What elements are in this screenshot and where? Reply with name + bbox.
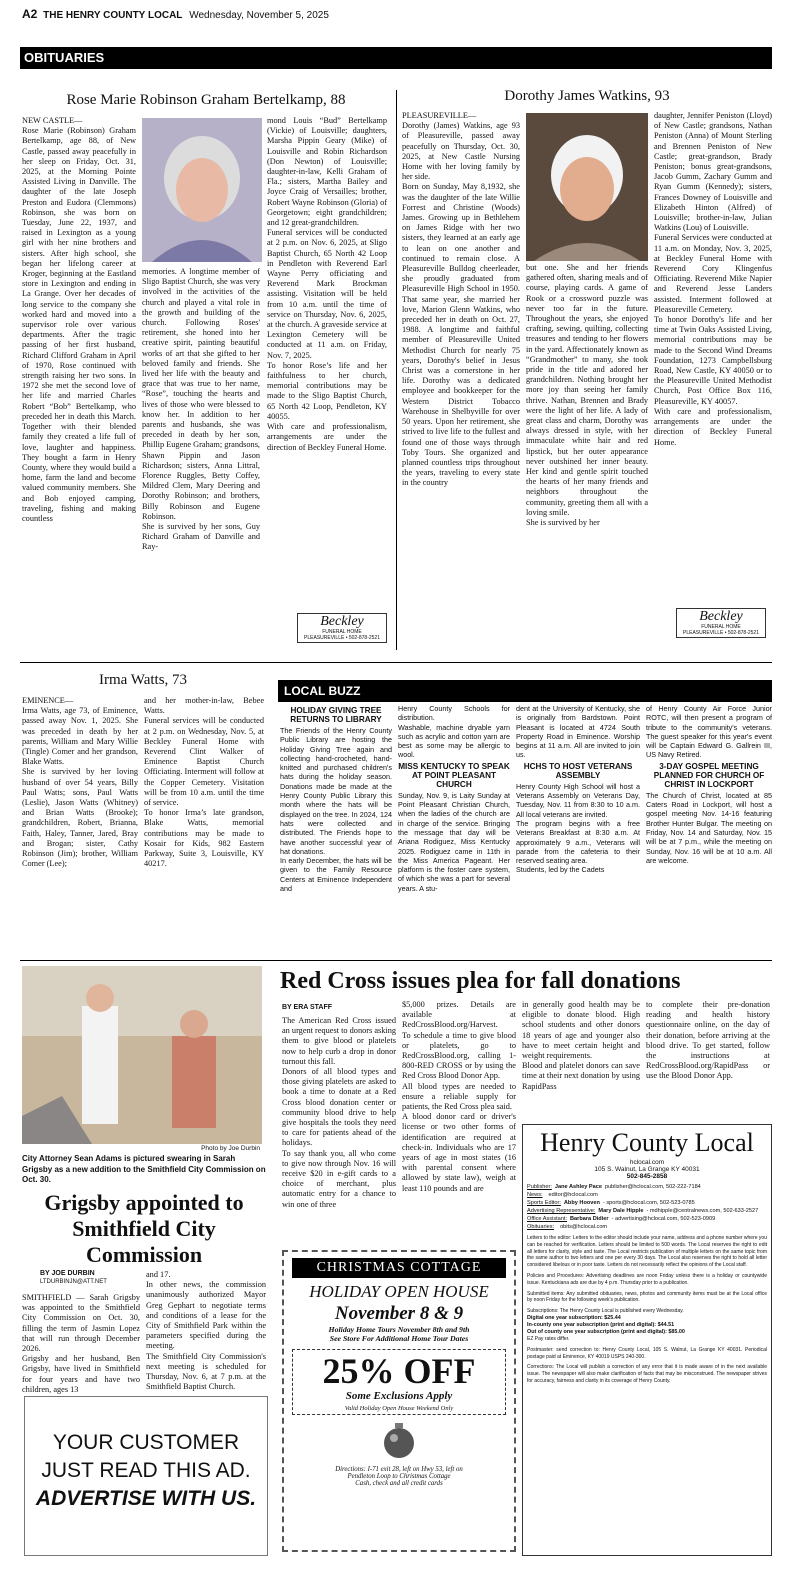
local-buzz-bar (278, 680, 772, 702)
masthead-site: hclocal.com (629, 1159, 665, 1166)
buzz-headline: HCHS TO HOST VETERANS ASSEMBLY (523, 761, 633, 780)
photo-caption: City Attorney Sean Adams is pictured swearing in Sarah Grigsby as a new addition to the Smithfield City Commission on Oct. 30. (22, 1154, 266, 1184)
masthead-name: Henry County Local (540, 1128, 754, 1157)
staff-list (527, 1183, 767, 1231)
sub-out-county: Out of county one year subscription (print and digital): $85.00 (527, 1328, 685, 1335)
christmas-cottage-ad[interactable] (282, 1250, 516, 1552)
buzz-col-2 (398, 704, 510, 954)
photo-image (22, 966, 262, 1144)
sub-ez-pay: EZ Pay rates differ. (527, 1335, 570, 1342)
buzz-col-4 (646, 704, 772, 954)
obit-3-col-1: EMINENCE— Irma Watts, age 73, of Eminence, passed away Nov. 1, 2025. She was preceded in death by her parents, William and Mary Willie (Tingle) Comer and her grandson, Blake Watts. She is survived by her loving husband of over 54 years, Billy Paul Watts; sons, Paul Watts (Leslie), Jason Watts (Whitney) and Brian Watts (Brooke); grandchildren, Robert, Brianna, Faith, Haley, Tanner, Jared, Bray and Brogan; sister, Cathy Robinson (Jim); brother, William Comer (Lee); (22, 696, 138, 869)
grigsby-col-1: SMITHFIELD — Sarah Grigsby was appointed to the Smithfield City Commission on Oct. 30, filling the term of Jasmin Lopez that will run through December 2026. Grigsby and her husband, Ben Grigsby, have lived in Smithfield for four years and have two children, ages 13 (22, 1293, 140, 1394)
buzz-text: dent at the University of Kentucky, she is originally from Bardstown. Point Pleasant is located at 4724 South Property Road in Eminence. Worship begins at 11 a.m. All are invited to join us. (516, 704, 640, 760)
buzz-text: Henry County Schools for distribution. Washable, machine dryable yarn such as acrylic and cotton yarn are best as some may be allergic to wool. (398, 704, 510, 760)
staff-info[interactable]: publisher@hclocal.com, 502-222-7184 (604, 1184, 701, 1190)
obit-2-col-2: but one. She and her friends gathered often, sharing meals and of course, playing cards. A game of Rook or a crossword puzzle was never too far in the future. Throughout the years, she enjoyed crafting, sewing, quilting, collecting treasures and tending to her flowers in the yard. Affectionately known as “Grandmother” to many, she took pride in the title and adored her grandchildren. Nothing brought her more joy than seeing her family thrive. Nathan, Brennen and Brady were the light of her life. A lady of great class and charm, Dorothy was always dressed in style, with her immaculate white hair and red lipstick, but her outer appearance never outshined her inner beauty. Her kind and gentle spirit touched the hearts of her many friends and neighbors throughout the community, greeting them all with a loving smile. She is survived by her (526, 263, 648, 528)
buzz-text: of Henry County Air Force Junior ROTC, will then present a program of tribute to the community's veterans. The guest speaker for this year's event will be Captain Edward G. Gallrein III, US Navy Retired. (646, 704, 772, 760)
beckley-script: Beckley (320, 614, 364, 629)
page-header (22, 6, 772, 22)
buzz-headline: HOLIDAY GIVING TREE RETURNS TO LIBRARY (290, 706, 382, 724)
obit-1-col-3: mond Louis “Bud” Bertelkamp (Vickie) of Louisville; daughters, Marsha Pippin Geary (Mike) of Louisville and Robin Richardson (Don Newton) of Louisville; daughter-in-law, Kelli Graham of Fla.; sisters, Martha Bailey and Joyce Craig of Versailles; brother, Robert Wayne Robinson (Gloria) of Georgetown; eight grandchildren; and 12 great-grandchildren. Funeral services will be conducted at 2 p.m. on Nov. 6, 2025, at Sligo Baptist Church, 65 North 42 Loop in Pendleton with Reverend Earl Wayne Perry officiating and Reverend Mark Brockman assisting. Visitation will be held from 10 a.m. until the time of service on Thursday, Nov. 6, 2025, at the church. A graveside service at Lexington Cemetery will be conducted at 11 a.m. on Friday, Nov. 7, 2025. To honor Rose’s life and her faithfulness to her church, memorial contributions may be made to the Sligo Baptist Church, 65 North 42 Loop, Pendleton, KY 40055. With care and professionalism, arrangements are under the direction of Beckley Funeral Home. (267, 116, 387, 452)
staff-role: Publisher: (527, 1184, 552, 1190)
xmas-sale: 25% OFF (322, 1351, 476, 1391)
staff-info[interactable]: - advertising@hclocal.com, 502-523-0909 (611, 1216, 716, 1222)
buzz-text: Sunday, Nov. 9, is Laity Sunday at Point Pleasant Christian Church, when the ladies of the church are in charge of the service. Bringing the message that day will be Ariana Rodiguez, Miss Kentucky 2025. Rodiguez came in 11th in the Miss America Pageant. Her platform is the foster care system, of which she was a part for several years. A stu- (398, 790, 510, 893)
masthead-address: 105 S. Walnut, La Grange KY 40031 (594, 1166, 700, 1173)
paper-name: THE HENRY COUNTY LOCAL (43, 10, 183, 21)
beckley-line-1: FUNERAL HOME (701, 624, 741, 630)
xmas-banner: CHRISTMAS COTTAGE (292, 1258, 506, 1278)
masthead-subscriptions: Subscriptions: The Henry County Local is published every Wednesday. (527, 1308, 684, 1315)
buzz-col-3 (516, 704, 640, 954)
section-title: OBITUARIES (24, 50, 105, 65)
staff-row (527, 1223, 767, 1231)
sub-in-county: In-county one year subscription (print and digital): $44.51 (527, 1321, 675, 1328)
staff-role: Office Assistant: (527, 1216, 568, 1222)
buzz-headline: MISS KENTUCKY TO SPEAK AT POINT PLEASANT CHURCH (398, 761, 510, 789)
swearing-in-photo (22, 966, 262, 1144)
masthead-letters: Letters to the editor: Letters to the editor should include your name, address and a phone number where you can be reached for verification. Letters should be limited to 500 words. The Local reserves the right to edit all letters for clarity, style and taste. The Local restricts publication of multiple letters on the same topic from the same author to two letters and one per every 30 days. The Local also reserves the right to hold all letter considered libelous or in poor taste. Letters do not necessarily reflect the opinions of the Local staff. (527, 1235, 767, 1269)
obit-2-photo (526, 113, 648, 261)
buzz-headline: 3-DAY GOSPEL MEETING PLANNED FOR CHURCH OF CHRIST IN LOCKPORT (653, 761, 765, 789)
redcross-headline: Red Cross issues plea for fall donations (280, 968, 681, 994)
obit-2-title: Dorothy James Watkins, 93 (504, 88, 670, 104)
section-bar (20, 47, 772, 69)
obit-1-title: Rose Marie Robinson Graham Bertelkamp, 88 (66, 92, 346, 108)
staff-role: Advertising Representative: (527, 1208, 596, 1214)
staff-info[interactable]: - sports@hclocal.com, 502-523-0785 (602, 1200, 695, 1206)
portrait-image (526, 113, 648, 261)
beckley-line-1: FUNERAL HOME (322, 629, 362, 635)
buzz-col-1 (280, 704, 392, 954)
obit-1-photo (142, 118, 262, 262)
advertise-ad[interactable] (24, 1396, 268, 1556)
masthead-corrections: Corrections: The Local will publish a correction of any error that it is made aware of in the next available issue. The newspaper will also make clarification of facts that may be misconstrued. The newspaper strives for accuracy, fairness and clarity in its coverage of Henry County. (527, 1364, 767, 1384)
redcross-byline: BY ERA STAFF (282, 1004, 333, 1011)
coupon (292, 1349, 506, 1415)
redcross-col-4: to complete their pre-donation reading and health history questionnaire online, on the day of their donation, before arriving at the blood drive. To get started, follow the instructions at RedCrossBlood.org/RapidPass or use the Blood Donor App. (646, 1000, 770, 1081)
grigsby-headline: Grigsby appointed to Smithfield City Commission (44, 1190, 244, 1267)
staff-info[interactable]: obits@hclocal.com (560, 1224, 608, 1230)
ad-line-1: YOUR CUSTOMER (52, 1431, 240, 1454)
staff-row (527, 1191, 767, 1199)
divider (20, 960, 772, 961)
masthead-policies: Policies and Procedures: Advertising deadlines are noon Friday unless there is a holiday or countywide issue. Kentuckiana ads are due by 4 p.m. Thursday prior to a publication. (527, 1272, 767, 1286)
obit-1-col-2: memories. A longtime member of Sligo Baptist Church, she was very involved in the activities of the church and played a vital role in the growth and building of the church. Following Roses' retirement, she honed into her creative spirit, painting beautiful works of art that she gifted to her beloved family and friends. She lived her life with the beauty and grace that was true to her name, “Rose”, touching the hearts and lives of those who were blessed to know her. In addition to her parents and husbands, she was preceded in death by her son, Phillip Eugene Graham; grandsons, Shawn Pippin and Jason Richardson; sisters, Anna Littral, Florence Ruggles, Betty Coffey, Mildred Clem, Mary Deering and Dorothy Robinson; and brothers, Billy Robinson and Eugene Robinson. She is survived by her sons, Guy Richard Graham of Danville and Ray- (142, 267, 260, 552)
obit-2-col-1: PLEASUREVILLE— Dorothy (James) Watkins, age 93 of Pleasureville, passed away peacefully on Thursday, Oct. 30, 2025, at New Castle Nursing Home with her loving family by her side. Born on Sunday, May 8,1932, she was the daughter of the late Willie Forrest and Christine (Woods) James. Growing up in Bethlehem on James Ridge with her two sisters, they learned at an early age to lean on one another and continued to remain close. A Pleasureville Bulldog cheerleader, she proudly graduated from Pleasureville High School in 1950. That same year, she married her love, Marion Glenn Watkins, who preceded her in death on Oct. 27, 1988. A longtime and faithful member of Pleasureville United Methodist Church for nearly 75 years, Dorothy's belief in Jesus Christ was a cornerstone in her life. Dorothy was a dedicated employee and bookkeeper for the Western District Tobacco Warehouse in Shelbyville for over 50 years. Upon her retirement, she strived to live life to the fullest and found one of those ways through Toby Tours. She organized and planned countless trips throughout the years, traveling to every state in the country (402, 111, 520, 488)
masthead-submitted: Submitted items: Any submitted obituaries, news, photos and community items must be at the Local office by noon Friday for the following week's publication. (527, 1290, 767, 1304)
staff-name: Abby Hooven (563, 1200, 600, 1206)
grigsby-email: LTDURBINJN@ATT.NET (40, 1279, 107, 1285)
issue-date: Wednesday, November 5, 2025 (189, 10, 329, 21)
staff-role: Sports Editor: (527, 1200, 561, 1206)
portrait-image (142, 118, 262, 262)
xmas-directions-3: Cash, check and all credit cards (355, 1480, 443, 1487)
masthead-phone: 502-845-2858 (626, 1173, 668, 1180)
obit-1-col-1: NEW CASTLE— Rose Marie (Robinson) Graham Bertelkamp, age 88, of New Castle, passed away peacefully in her sleep on Friday, Oct. 31, 2025, at the Morning Pointe Assisted Living in Danville. The daughter of the late Joseph Preston and Eudora (Clemmons) Robinson, she was born on Tuesday, June 22, 1937, and raised in Lexington as a young girl with her nine brothers and sisters. After high school, she began her lifelong career at Kroger, beginning at the Eastland store in Lexington and ending in La Grange. Over her decades of long service to the company she worked hard and moved into a supervisor role over various departments. After the tragic passing of her first husband, Richard Clifford Graham in April of 1970, Rose continued with strength raising her two sons. In 1972 she met the second love of her life and married Charles Robert “Bob” Bertelkamp, who preceded her in death this March. Together with their blended family they created a life full of love, laughter and happiness. They bought a farm in Henry County, where they would build a home, farm the land and become valued community members. She and Bob enjoyed camping, traveling, fishing and making countless (22, 116, 136, 523)
redcross-col-2: $5,000 prizes. Details are available at RedCrossBlood.org/Harvest. To schedule a time to give blood or platelets, go to RedCrossBlood.org, calling 1-800-RED CROSS or by using the Red Cross Blood Donor App. All blood types are needed to ensure a reliable supply for patients, the Red Cross plea said. A blood donor card or driver's license or two other forms of identification are required at check-in. Individuals who are 17 years of age in most states (16 with parental consent where allowed by state law), weigh at least 110 pounds and are (402, 1000, 516, 1193)
obit-3-col-2: and her mother-in-law, Bebee Watts. Funeral services will be conducted at 2 p.m. on Wednesday, Nov. 5, at Beckley Funeral Home with Reverend Clint Walker of Eminence Baptist Church Officiating. Interment will follow at the Copper Cemetery. Visitation will be from 10 a.m. until the time of service. To honor Irma’s late grandson, Blake Watts, memorial contributions may be made to Kosair for Kids, 982 Eastern Parkway, Suite 3, Louisville, KY 40217. (144, 696, 264, 869)
grigsby-col-2: and 17. In other news, the commission unanimously authorized Mayor Greg Gephart to negotiate terms and conditions of a lease for the City of Smithfield Park within the parameters specified during the meeting. The Smithfield City Commission's next meeting is scheduled for Thursday, Nov. 6, at 7 p.m. at the Smithfield Baptist Church. (146, 1270, 266, 1392)
xmas-directions-2: Pendleton Loop to Christmas Cottage (347, 1473, 451, 1480)
photo-credit: Photo by Joe Durbin (201, 1145, 260, 1152)
staff-row (527, 1215, 767, 1223)
staff-row (527, 1207, 767, 1215)
staff-name: Barbara Didier (570, 1216, 609, 1222)
beckley-logo-2 (676, 608, 766, 638)
buzz-text: The Church of Christ, located at 85 Caters Road in Lockport, will host a gospel meeting Nov. 14-16 featuring Brother Hunter Bulgar. The meeting on Friday, Nov. 14 and Saturday, Nov. 15 will be at 7 p.m., while the meeting on Sunday, Nov. 16 will be at 10 a.m. All are welcome. (646, 790, 772, 865)
staff-info[interactable]: editor@hclocal.com (548, 1192, 598, 1198)
ad-line-3: ADVERTISE WITH US. (35, 1487, 257, 1510)
obit-3-title: Irma Watts, 73 (98, 672, 188, 688)
xmas-directions-1: Directions: I-71 exit 28, left on Hwy 53, left on (335, 1466, 463, 1473)
buzz-text: Henry County High School will host a Veterans Assembly on Veterans Day, Tuesday, Nov. 11 from 8:30 to 10 a.m. All local veterans are invited. The program begins with a free Veterans Breakfast at 8:30 a.m. At approximately 9 a.m., Veterans will parade from the cafeteria to their reserved seating area. Students, led by the Cadets (516, 781, 640, 875)
grigsby-byline: BY JOE DURBIN (40, 1270, 95, 1277)
staff-role: News: (527, 1192, 543, 1198)
beckley-line-2: PLEASUREVILLE • 502-878-2521 (683, 630, 759, 636)
xmas-exclusions: Some Exclusions Apply (345, 1390, 453, 1402)
xmas-tours-1: Holiday Home Tours November 8th and 9th (328, 1325, 470, 1334)
staff-info[interactable]: - mdhipple@centralnews.com, 502-633-2527 (646, 1208, 759, 1214)
masthead-box (522, 1124, 772, 1556)
beckley-line-2: PLEASUREVILLE • 502-878-2521 (304, 635, 380, 641)
beckley-logo (297, 613, 387, 643)
staff-row (527, 1183, 767, 1191)
staff-name: Mary Dale Hipple (598, 1208, 644, 1214)
xmas-tours-2: See Store For Additional Home Tour Dates (329, 1334, 469, 1343)
masthead-postmaster: Postmaster: send correction to: Henry County Local, 105 S. Walnut, La Grange KY 40031. Periodical postage paid at Eminence, KY 40019 USPS 240-300. (527, 1346, 767, 1360)
xmas-dates: November 8 & 9 (334, 1303, 464, 1324)
staff-name: Jane Ashley Pace (554, 1184, 602, 1190)
obit-2-col-3: daughter, Jennifer Peniston (Lloyd) of New Castle; grandsons, Nathan Peniston (Anna) of Mount Sterling and Brennen Peniston of New Castle; great-grandson, Brady Peniston; bonus great-grandsons, Jacob Gumm, Zachary Gumm and Ryan Gumm (Kennedy); sisters, Frances Downey of Louisville and Elizabeth Hinton (Alfred) of Louisville; brother-in-law, Julian Watkins (Lou) of Louisville. Funeral Services were conducted at 11 a.m. on Monday, Nov. 3, 2025, at Beckley Funeral Home with Reverend Cory Klingenfus Officiating. Reverend Mike Napier and Reverend Jesse Landers assisted. Interment followed at Pleasureville Cemetery. To honor Dorothy's life and her time at Twin Oaks Assisted Living, memorial contributions may be made to the Second Wind Dreams Foundation, 1273 Campbellsburg Road, New Castle, KY 40050 or to the Pleasureville United Methodist Church, Post Office Box 116, Pleasureville, KY 40057. With care and professionalism, arrangements are under the direction of Beckley Funeral Home. (654, 111, 772, 447)
buzz-text: The Friends of the Henry County Public Library are hosting the Holiday Giving Tree again and collecting hand-crocheted, hand-knitted and purchased children's hats during the holiday season. Donations made be made at the Henry County Public Library this month where the hats will be displayed on the tree. In 2024, 124 hats were collected and distributed. The Friends hope to have another successful year of hat donations. In early December, the hats will be given to the Family Resource Centers at Eminence Independent and (280, 726, 392, 894)
ornament-icon (379, 1421, 419, 1461)
staff-row (527, 1199, 767, 1207)
divider (396, 90, 397, 650)
local-buzz-label: LOCAL BUZZ (284, 684, 361, 698)
xmas-valid: Valid Holiday Open House Weekend Only (344, 1405, 454, 1412)
page-number: A2 (22, 7, 38, 21)
staff-role: Obituaries: (527, 1224, 555, 1230)
redcross-col-1: The American Red Cross issued an urgent request to donors asking them to give blood or platelets now to help curb a drop in donor turnout this fall. Donors of all blood types and those giving platelets are asked to book a time to donate at a Red Cross blood donation center or community blood drive to help give hospitals the tools they need to care for patients ahead of the holidays. To say thank you, all who come to give now through Nov. 16 will receive $20 in e-gift cards to a choice of merchant, plus automatic entry for a chance to win one of three (282, 1016, 396, 1209)
beckley-script: Beckley (699, 609, 743, 624)
ad-line-2: JUST READ THIS AD. (41, 1459, 251, 1482)
redcross-col-3: in generally good health may be eligible to donate blood. High school students and other donors 18 years of age and younger also have to meet certain height and weight requirements. Blood and platelet donors can save time at their next donation by using RapidPass (522, 1000, 640, 1091)
xmas-title: HOLIDAY OPEN HOUSE (309, 1282, 489, 1301)
divider (20, 662, 772, 663)
sub-digital: Digital one year subscription: $25.44 (527, 1314, 621, 1321)
